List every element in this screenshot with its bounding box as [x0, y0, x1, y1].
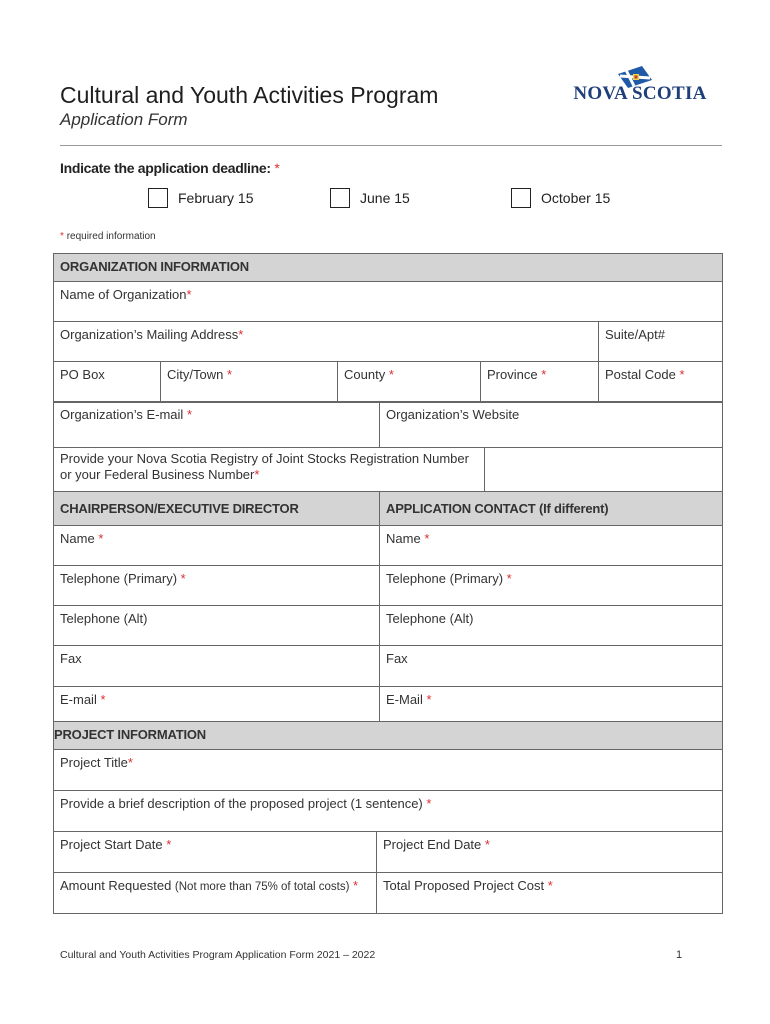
- required-asterisk: *: [424, 531, 430, 546]
- required-asterisk: *: [238, 327, 244, 342]
- chair-telephone-primary-field[interactable]: [54, 566, 380, 606]
- checkbox-february[interactable]: [148, 188, 168, 208]
- field-label: Fax: [386, 651, 408, 666]
- field-label: Organization’s Website: [386, 407, 520, 422]
- required-asterisk: *: [353, 878, 359, 893]
- chair-email-field[interactable]: [54, 687, 380, 722]
- field-label: Suite/Apt#: [605, 327, 665, 342]
- required-asterisk: *: [254, 467, 260, 482]
- field-label: Name of Organization: [60, 287, 187, 302]
- field-label: City/Town: [167, 367, 224, 382]
- field-label: Organization’s Mailing Address: [60, 327, 239, 342]
- county-field[interactable]: [338, 362, 481, 403]
- required-asterisk: *: [166, 837, 172, 852]
- required-asterisk: *: [100, 692, 106, 707]
- organization-name-field[interactable]: [54, 282, 723, 322]
- province-field[interactable]: [481, 362, 599, 403]
- contact-telephone-primary-field[interactable]: [380, 566, 723, 606]
- required-asterisk: *: [426, 796, 432, 811]
- field-label: Project End Date: [383, 837, 482, 852]
- field-label: Provide a brief description of the proposed project (1 sentence): [60, 796, 423, 811]
- deadline-label-text: Indicate the application deadline:: [60, 160, 271, 176]
- organization-email-field[interactable]: [54, 402, 380, 448]
- field-label: Name: [386, 531, 421, 546]
- required-note-text: required information: [66, 231, 156, 242]
- field-label: County: [344, 367, 386, 382]
- required-asterisk: *: [226, 367, 233, 382]
- field-label: Telephone (Primary): [386, 571, 504, 586]
- field-label: E-Mail: [386, 692, 423, 707]
- application-contact-heading: APPLICATION CONTACT (If different): [380, 492, 723, 526]
- required-asterisk: *: [127, 755, 133, 770]
- field-label: Telephone (Primary): [60, 571, 178, 586]
- required-asterisk: *: [388, 367, 394, 382]
- deadline-option-october[interactable]: [511, 188, 610, 208]
- contact-email-field[interactable]: [380, 687, 723, 722]
- field-label: PO Box: [60, 367, 105, 382]
- field-label: Telephone (Alt): [60, 611, 148, 626]
- organization-section: [53, 253, 723, 403]
- required-asterisk: *: [186, 407, 192, 422]
- page-number: 1: [676, 949, 683, 961]
- contacts-section: [53, 491, 723, 722]
- required-asterisk: *: [541, 367, 547, 382]
- required-note: [60, 231, 156, 242]
- required-asterisk: *: [547, 878, 553, 893]
- field-label: Project Title: [60, 755, 128, 770]
- required-asterisk: *: [274, 160, 280, 176]
- po-box-field[interactable]: [54, 362, 161, 403]
- project-description-field[interactable]: [54, 791, 723, 832]
- required-asterisk: *: [506, 571, 512, 586]
- field-label: Organization’s E-mail: [60, 407, 184, 422]
- field-label: Province: [487, 367, 538, 382]
- checkbox-june[interactable]: [330, 188, 350, 208]
- contact-name-field[interactable]: [380, 526, 723, 566]
- header-divider: [60, 145, 722, 146]
- nova-scotia-logo: [570, 62, 710, 110]
- field-label: Amount Requested: [60, 878, 172, 893]
- field-label: Fax: [60, 651, 82, 666]
- chairperson-heading: CHAIRPERSON/EXECUTIVE DIRECTOR: [54, 492, 380, 526]
- contact-telephone-alt-field[interactable]: [380, 606, 723, 646]
- organization-heading: ORGANIZATION INFORMATION: [54, 254, 723, 282]
- field-label: E-mail: [60, 692, 97, 707]
- required-asterisk: *: [426, 692, 432, 707]
- checkbox-october[interactable]: [511, 188, 531, 208]
- mailing-address-field[interactable]: [54, 322, 599, 362]
- suite-field[interactable]: [599, 322, 723, 362]
- project-start-date-field[interactable]: [54, 832, 377, 873]
- required-asterisk: *: [60, 231, 64, 242]
- organization-contact-rows: [53, 401, 723, 492]
- required-asterisk: *: [679, 367, 685, 382]
- organization-website-field[interactable]: [380, 402, 723, 448]
- chair-telephone-alt-field[interactable]: [54, 606, 380, 646]
- logo-wordmark: NOVA SCOTIA: [573, 83, 707, 104]
- required-asterisk: *: [98, 531, 104, 546]
- form-title: Cultural and Youth Activities Program: [60, 82, 439, 108]
- project-title-field[interactable]: [54, 750, 723, 791]
- total-project-cost-field[interactable]: [377, 873, 723, 914]
- registry-number-label: [54, 448, 485, 492]
- field-label: Total Proposed Project Cost: [383, 878, 545, 893]
- page-footer: Cultural and Youth Activities Program Application Form 2021 – 2022: [60, 949, 376, 961]
- project-heading: PROJECT INFORMATION: [54, 722, 723, 750]
- required-asterisk: *: [484, 837, 490, 852]
- field-label: Project Start Date: [60, 837, 163, 852]
- form-subtitle: Application Form: [60, 110, 188, 129]
- field-note: (Not more than 75% of total costs): [174, 881, 350, 893]
- chair-fax-field[interactable]: [54, 646, 380, 687]
- option-label: October 15: [541, 190, 611, 206]
- project-end-date-field[interactable]: [377, 832, 723, 873]
- option-label: June 15: [360, 190, 410, 206]
- city-field[interactable]: [161, 362, 338, 403]
- deadline-label: [60, 160, 279, 176]
- field-label: Postal Code: [605, 367, 676, 382]
- deadline-option-february[interactable]: [148, 188, 253, 208]
- registry-number-field[interactable]: [485, 448, 723, 492]
- chair-name-field[interactable]: [54, 526, 380, 566]
- contact-fax-field[interactable]: [380, 646, 723, 687]
- option-label: February 15: [178, 190, 254, 206]
- field-label: Provide your Nova Scotia Registry of Joint Stocks Registration Number or your Federal Business Number: [60, 451, 469, 482]
- required-asterisk: *: [186, 287, 192, 302]
- deadline-option-june[interactable]: [330, 188, 410, 208]
- amount-requested-field[interactable]: [54, 873, 377, 914]
- field-label: Telephone (Alt): [386, 611, 474, 626]
- postal-code-field[interactable]: [599, 362, 723, 403]
- required-asterisk: *: [180, 571, 186, 586]
- project-section: [53, 721, 723, 914]
- field-label: Name: [60, 531, 95, 546]
